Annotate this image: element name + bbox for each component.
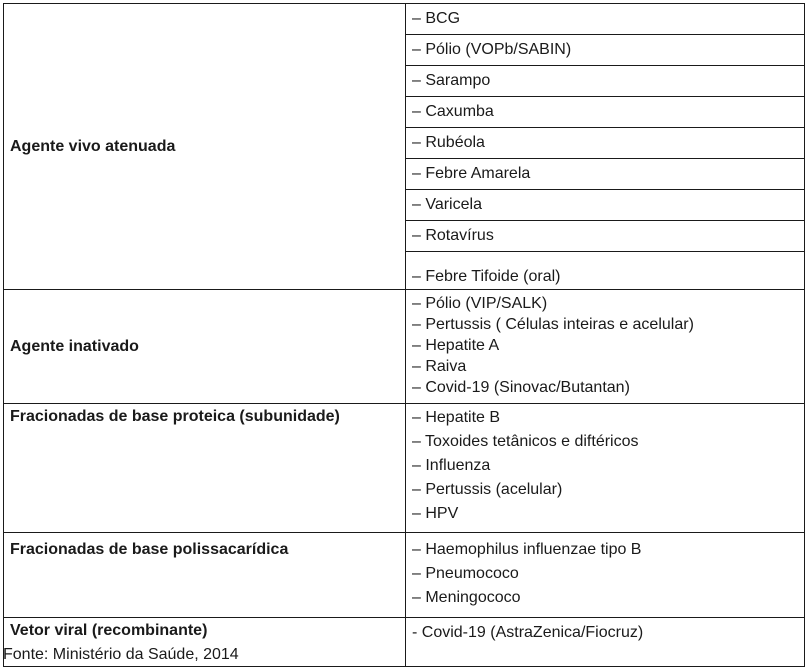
vaccine-list-cell xyxy=(406,290,805,404)
vaccine-item: – Sarampo xyxy=(406,66,805,97)
vaccine-item: – Influenza xyxy=(412,457,491,474)
vaccine-item: – Pertussis (acelular) xyxy=(412,481,563,498)
vaccine-item: – Rotavírus xyxy=(406,221,805,252)
vaccine-item: – Hepatite A xyxy=(412,337,500,354)
category-cell xyxy=(4,533,406,618)
vaccine-item: – Meningococo xyxy=(412,589,521,606)
vaccine-item: – Hepatite B xyxy=(412,409,501,426)
vaccine-item: – HPV xyxy=(412,505,459,522)
vaccine-item: – Raiva xyxy=(412,358,467,375)
table-row xyxy=(4,404,805,533)
table-row xyxy=(4,290,805,404)
category-label: Fracionadas de base proteica (subunidade) xyxy=(10,408,340,425)
category-cell xyxy=(4,4,406,290)
vaccine-item: – Pólio (VOPb/SABIN) xyxy=(406,35,805,66)
vaccine-item: – Pólio (VIP/SALK) xyxy=(412,295,548,312)
vaccine-item: – Pneumococo xyxy=(412,565,519,582)
vaccine-item: – Rubéola xyxy=(406,128,805,159)
vaccine-item: – Caxumba xyxy=(406,97,805,128)
table-row xyxy=(4,533,805,618)
vaccine-types-table xyxy=(3,3,805,667)
category-label: Agente inativado xyxy=(10,337,139,355)
vaccine-item: – Pertussis ( Células inteiras e acelular) xyxy=(412,316,694,333)
vaccine-list-cell xyxy=(406,404,805,533)
category-cell xyxy=(4,290,406,404)
vaccine-item: – Febre Amarela xyxy=(406,159,805,190)
vaccine-item: – Haemophilus influenzae tipo B xyxy=(412,541,642,558)
category-label: Fracionadas de base polissacarídica xyxy=(10,541,289,558)
source-caption: Fonte: Ministério da Saúde, 2014 xyxy=(3,646,239,663)
table-row xyxy=(4,4,805,35)
vaccine-item: – BCG xyxy=(406,4,805,35)
category-cell xyxy=(4,404,406,533)
vaccine-item: – Toxoides tetânicos e diftéricos xyxy=(412,433,639,450)
category-label: Agente vivo atenuada xyxy=(10,137,176,155)
vaccine-list-cell xyxy=(406,618,805,667)
vaccine-item: – Varicela xyxy=(406,190,805,221)
category-label: Vetor viral (recombinante) xyxy=(10,622,208,639)
vaccine-item: - Covid-19 (AstraZenica/Fiocruz) xyxy=(412,624,644,641)
vaccine-item: – Febre Tifoide (oral) xyxy=(406,252,805,290)
vaccine-list-cell xyxy=(406,533,805,618)
vaccine-item: – Covid-19 (Sinovac/Butantan) xyxy=(412,379,630,396)
